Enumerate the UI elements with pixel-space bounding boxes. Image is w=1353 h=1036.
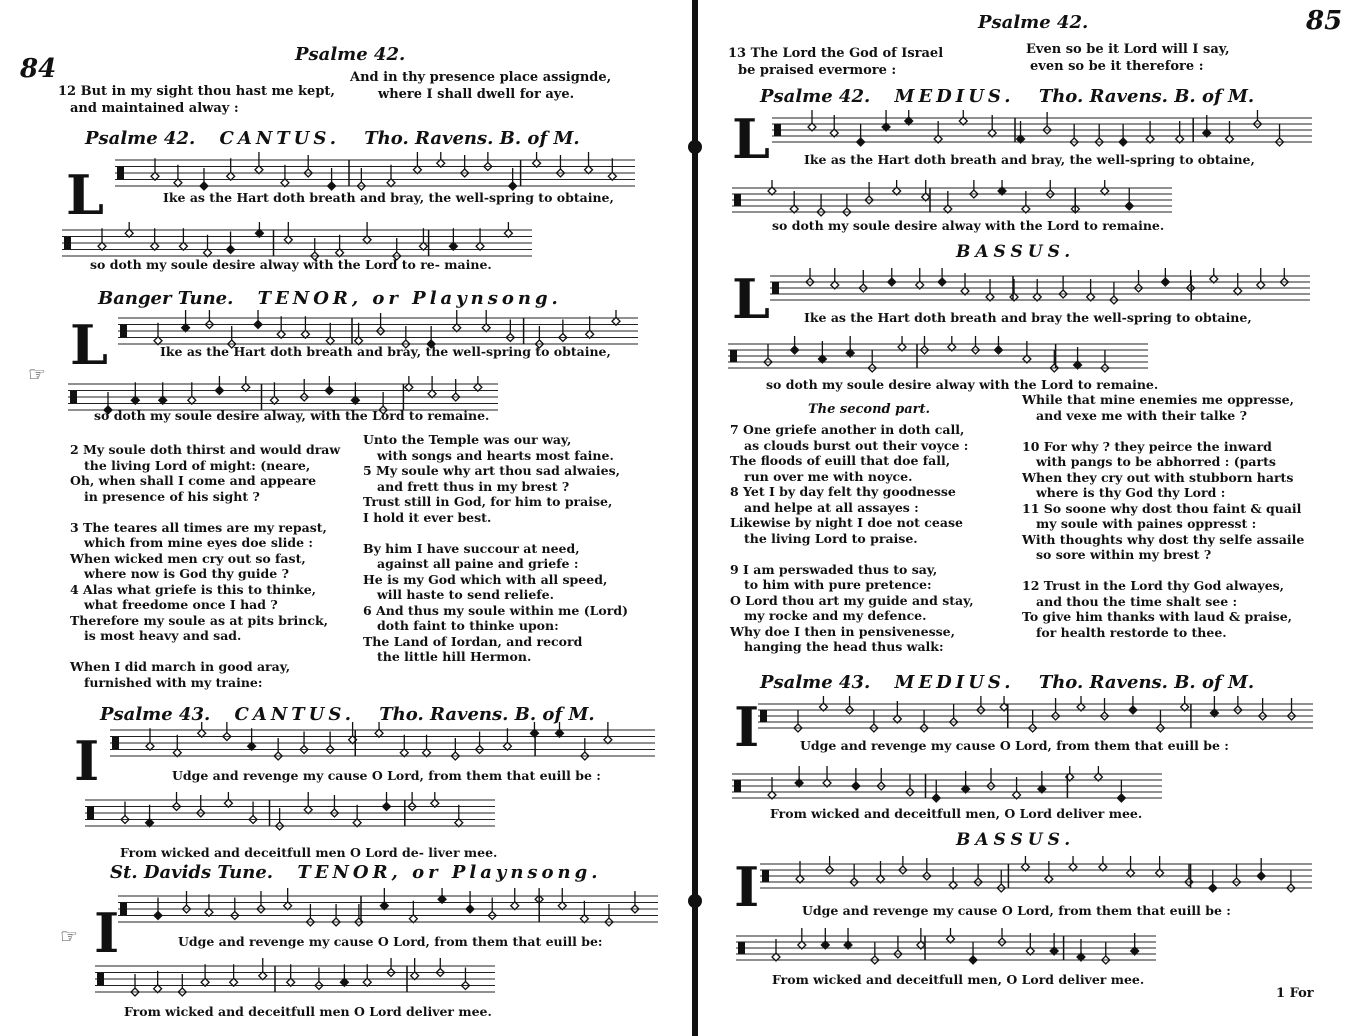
verse-line: 6 And thus my soule within me (Lord) xyxy=(363,602,628,618)
verse-line: to him with pure pretence: xyxy=(744,577,932,592)
block-title xyxy=(110,862,619,883)
verse-line: 3 The teares all times are my repast, xyxy=(70,519,327,535)
verse-line: run over me with noyce. xyxy=(744,468,913,484)
lyric-line: so doth my soule desire alway with the Lord to re- maine. xyxy=(90,257,492,272)
voice-name: TENOR, or Playnsong. xyxy=(297,862,602,883)
drop-cap: L xyxy=(732,107,770,171)
verse-line: By him I have succour at need, xyxy=(363,540,580,556)
music-staff xyxy=(732,180,1172,220)
verse-line: When they cry out with stubborn harts xyxy=(1022,469,1294,485)
verse-line: The floods of euill that doe fall, xyxy=(730,453,951,468)
music-staff xyxy=(110,722,655,764)
drop-cap: I xyxy=(734,695,760,759)
verse-line: and helpe at all assayes : xyxy=(744,499,919,515)
verse-line: furnished with my traine: xyxy=(84,674,263,690)
verse-line: 7 One griefe another in doth call, xyxy=(730,422,965,437)
lyric-line: From wicked and deceitfull men, O Lord deliver mee. xyxy=(772,972,1145,987)
voice-name: CANTUS. xyxy=(234,704,355,725)
drop-cap: I xyxy=(94,901,120,965)
verse-12-a1: 12 But in my sight thou hast me kept, xyxy=(58,84,335,99)
music-staff xyxy=(728,336,1148,376)
pointing-hand-icon: ☞ xyxy=(60,924,78,948)
block-title-left: Psalme 43. xyxy=(760,672,871,693)
verse-12-b1: And in thy presence place assignde, xyxy=(350,70,612,85)
verse-line: and thou the time shalt see : xyxy=(1036,593,1238,609)
verse-line: Unto the Temple was our way, xyxy=(363,432,572,447)
running-head: Psalme 42. xyxy=(978,12,1089,33)
music-staff xyxy=(770,268,1310,308)
verse-line: Oh, when shall I come and appeare xyxy=(70,473,317,488)
verse-line: the little hill Hermon. xyxy=(377,649,532,664)
music-staff xyxy=(95,958,495,1000)
lyric-line: Ike as the Hart doth breath and bray, the well-spring to obtaine, xyxy=(163,190,614,205)
page-number: 84 xyxy=(20,54,57,84)
verse-line xyxy=(363,525,663,541)
voice-name: BASSUS. xyxy=(956,830,1076,850)
music-staff xyxy=(85,792,495,834)
lyric-line: Udge and revenge my cause O Lord, from them that euill be : xyxy=(802,903,1231,918)
verse-line xyxy=(70,504,355,520)
block-title-right: Tho. Ravens. B. of M. xyxy=(1038,672,1255,693)
verse-line: O Lord thou art my guide and stay, xyxy=(730,592,974,608)
running-head: Psalme 42. xyxy=(295,44,406,65)
lyric-line: Ike as the Hart doth breath and bray, the well-spring to obtaine, xyxy=(160,344,611,359)
verse-12-b2: where I shall dwell for aye. xyxy=(378,87,575,102)
lyric-line: so doth my soule desire alway with the Lord to remaine. xyxy=(772,218,1165,233)
drop-cap: L xyxy=(66,163,104,227)
lyric-line: Udge and revenge my cause O Lord, from them that euill be : xyxy=(800,738,1229,753)
verse-line: as clouds burst out their voyce : xyxy=(744,437,969,453)
verse-line: in presence of his sight ? xyxy=(84,488,260,504)
lyric-line: From wicked and deceitfull men O Lord deliver mee. xyxy=(124,1004,492,1019)
right-page xyxy=(708,0,1353,1036)
verse-line: To give him thanks with laud & praise, xyxy=(1022,609,1293,624)
verse-line: He is my God which with all speed, xyxy=(363,571,608,587)
verse-line: will haste to send reliefe. xyxy=(377,587,554,602)
second-part-heading: The second part. xyxy=(808,402,931,417)
verse-line xyxy=(1022,563,1342,579)
verse-line: 5 My soule why art thou sad alwaies, xyxy=(363,463,620,478)
lyric-line: From wicked and deceitfull men O Lord de- liver mee. xyxy=(120,845,498,860)
verse-line: 10 For why ? they peirce the inward xyxy=(1022,438,1272,454)
voice-name: BASSUS. xyxy=(956,242,1076,262)
verse-line: where is thy God thy Lord : xyxy=(1036,485,1226,500)
verse-line: While that mine enemies me oppresse, xyxy=(1022,392,1294,407)
verse-line: with songs and hearts most faine. xyxy=(377,447,614,463)
lyric-line: Udge and revenge my cause O Lord, from them that euill be : xyxy=(172,768,601,783)
verse-line: hanging the head thus walk: xyxy=(744,639,944,654)
verses-column-1 xyxy=(730,422,1020,655)
lyric-line: Ike as the Hart doth breath and bray the well-spring to obtaine, xyxy=(804,310,1252,325)
music-staff xyxy=(736,928,1156,968)
verse-line: When I did march in good aray, xyxy=(70,659,291,674)
book-gutter xyxy=(692,0,698,1036)
verse-line: with pangs to be abhorred : (parts xyxy=(1036,454,1276,469)
block-title xyxy=(760,86,1254,107)
music-staff xyxy=(760,856,1312,896)
verse-line: my rocke and my defence. xyxy=(744,608,927,623)
drop-cap: I xyxy=(74,729,100,793)
voice-name: MEDIUS. xyxy=(894,672,1015,693)
lyric-line: Udge and revenge my cause O Lord, from them that euill be: xyxy=(178,934,603,949)
verse-line: With thoughts why dost thy selfe assaile xyxy=(1022,531,1305,547)
verse-12-a2: and maintained alway : xyxy=(70,101,239,116)
verse-line: 4 Alas what griefe is this to thinke, xyxy=(70,581,317,597)
verse-line: 2 My soule doth thirst and would draw xyxy=(70,442,341,457)
verse-13-a1: 13 The Lord the God of Israel xyxy=(728,46,944,61)
drop-cap: L xyxy=(70,313,108,377)
drop-cap: L xyxy=(732,267,770,331)
verse-line xyxy=(70,644,355,660)
block-title xyxy=(760,672,1254,693)
verse-line: 11 So soone why dost thou faint & quail xyxy=(1022,500,1302,516)
verse-line: is most heavy and sad. xyxy=(84,628,242,643)
verse-line: the living Lord to praise. xyxy=(744,530,918,546)
verse-line: for health restorde to thee. xyxy=(1036,624,1227,640)
gutter-mark xyxy=(688,140,702,154)
block-title-right: Tho. Ravens. B. of M. xyxy=(379,704,595,725)
verse-13-a2: be praised evermore : xyxy=(738,63,897,78)
verse-line: so sore within my brest ? xyxy=(1036,547,1212,562)
verse-13-b2: even so be it therefore : xyxy=(1030,59,1204,74)
verse-line: the living Lord of might: (neare, xyxy=(84,457,311,473)
verse-13-b1: Even so be it Lord will I say, xyxy=(1026,42,1230,57)
voice-name: MEDIUS. xyxy=(894,86,1015,107)
verses-column-2 xyxy=(363,432,663,665)
block-title-left: Psalme 42. xyxy=(760,86,871,107)
block-title-right: Tho. Ravens. B. of M. xyxy=(364,128,580,149)
verse-line: my soule with paines oppresst : xyxy=(1036,516,1257,531)
verse-line: where now is God thy guide ? xyxy=(84,566,289,581)
verse-line: what freedome once I had ? xyxy=(84,597,278,612)
lyric-line: Ike as the Hart doth breath and bray, the well-spring to obtaine, xyxy=(804,152,1255,167)
block-title-left: Psalme 43. xyxy=(100,704,211,725)
lyric-line: From wicked and deceitfull men, O Lord deliver mee. xyxy=(770,806,1143,821)
drop-cap: I xyxy=(734,855,760,919)
block-title-right: Tho. Ravens. B. of M. xyxy=(1038,86,1255,107)
block-title xyxy=(98,288,580,309)
voice-name: TENOR, or Playnsong. xyxy=(257,288,562,309)
music-staff xyxy=(772,110,1312,150)
verse-line: The Land of Iordan, and record xyxy=(363,633,583,649)
verse-line: Therefore my soule as at pits brinck, xyxy=(70,612,328,628)
music-staff xyxy=(732,766,1162,806)
verse-line: I hold it ever best. xyxy=(363,509,492,525)
lyric-line: so doth my soule desire alway, with the Lord to remaine. xyxy=(94,408,490,423)
verse-line: 12 Trust in the Lord thy God alwayes, xyxy=(1022,578,1285,593)
verse-line: 8 Yet I by day felt thy goodnesse xyxy=(730,484,956,499)
verse-line: Why doe I then in pensivenesse, xyxy=(730,623,955,639)
verse-line: and frett thus in my brest ? xyxy=(377,478,570,494)
music-staff xyxy=(758,696,1313,736)
block-title-left: Banger Tune. xyxy=(98,288,234,309)
verse-line: Likewise by night I doe not cease xyxy=(730,515,963,530)
verse-line: against all paine and griefe : xyxy=(377,556,579,571)
verse-line xyxy=(730,546,1020,562)
block-title xyxy=(85,128,580,149)
verse-line: Trust still in God, for him to praise, xyxy=(363,494,613,509)
verse-line: When wicked men cry out so fast, xyxy=(70,550,306,566)
block-title-left: St. Davids Tune. xyxy=(110,862,274,883)
verse-line: and vexe me with their talke ? xyxy=(1036,407,1247,423)
music-staff xyxy=(118,888,658,930)
verse-line: 9 I am perswaded thus to say, xyxy=(730,561,938,577)
verses-column-1 xyxy=(70,442,355,690)
lyric-line: so doth my soule desire alway with the Lord to remaine. xyxy=(766,377,1159,392)
verse-line xyxy=(1022,423,1342,439)
catchword: 1 For xyxy=(1276,986,1314,1001)
gutter-mark xyxy=(688,894,702,908)
block-title-left: Psalme 42. xyxy=(85,128,196,149)
music-staff xyxy=(115,152,635,194)
voice-name: CANTUS. xyxy=(219,128,340,149)
verses-column-2 xyxy=(1022,392,1342,640)
page-number: 85 xyxy=(1306,6,1343,36)
verse-line: which from mine eyes doe slide : xyxy=(84,535,314,550)
verse-line: doth faint to thinke upon: xyxy=(377,618,559,633)
pointing-hand-icon: ☞ xyxy=(28,362,46,386)
